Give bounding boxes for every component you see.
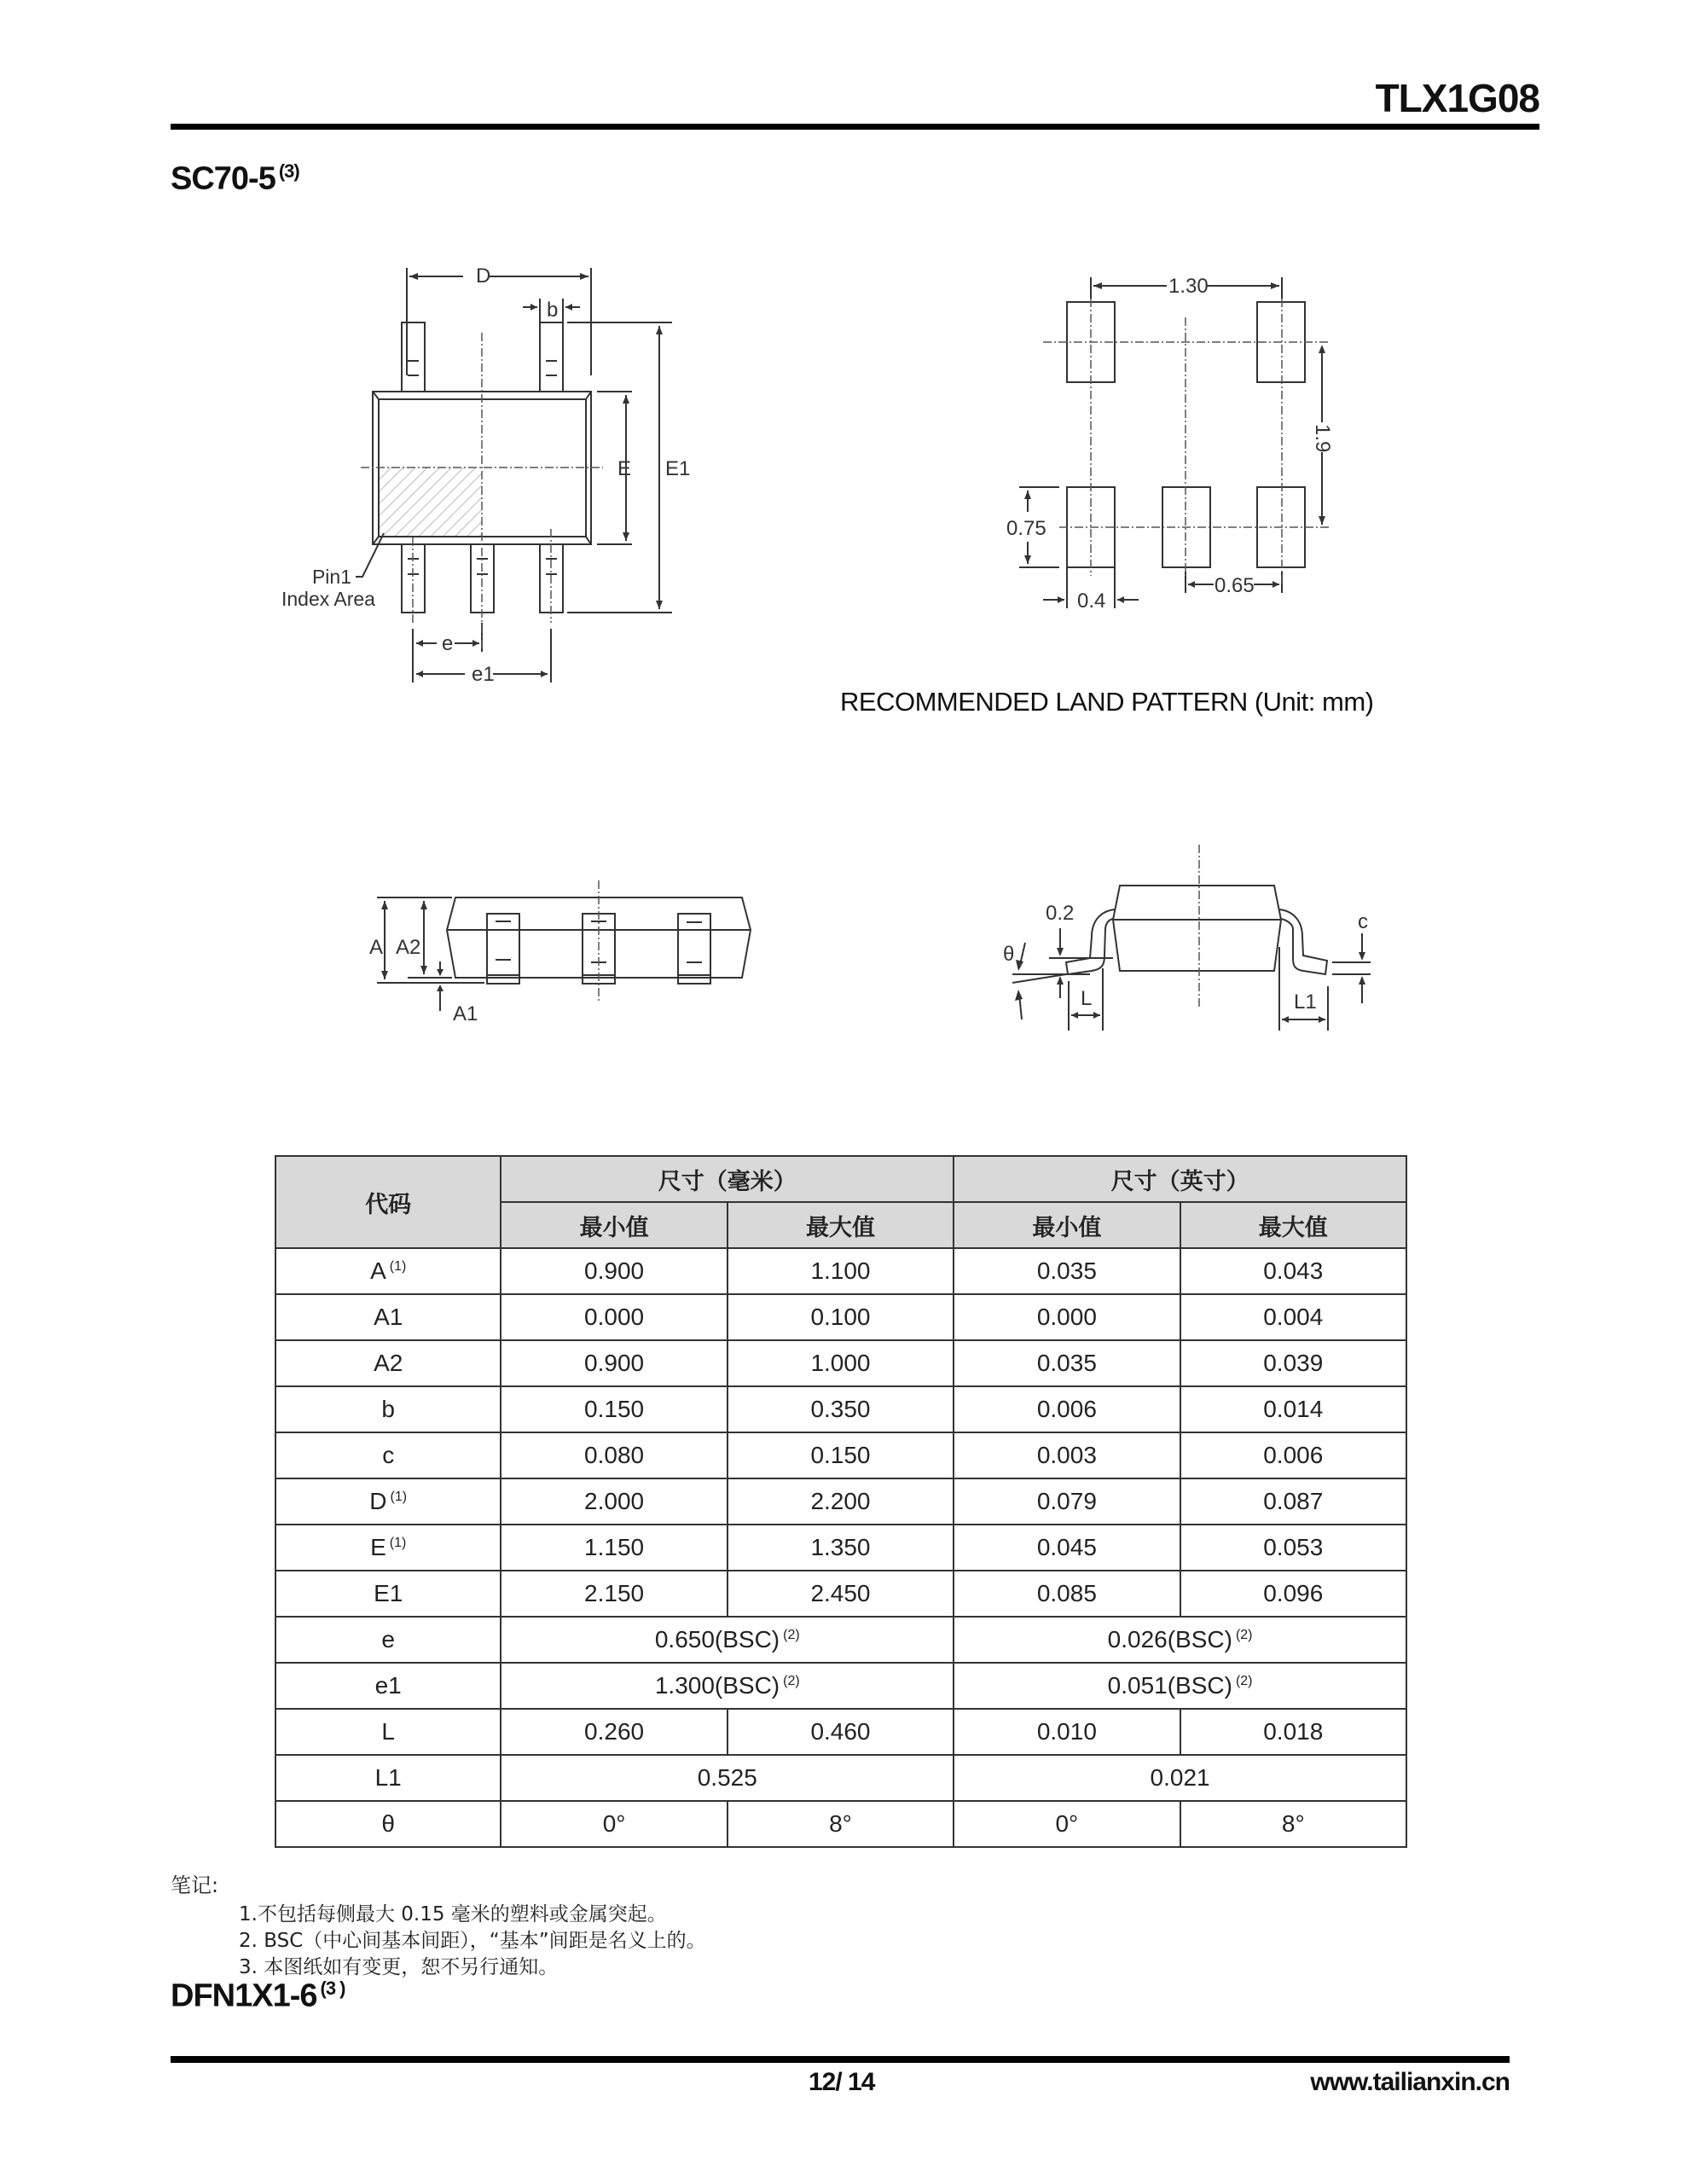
footnote: (1) xyxy=(390,1489,408,1504)
header-mm: 尺寸（毫米） xyxy=(501,1156,954,1202)
document-title: TLX1G08 xyxy=(1375,76,1539,120)
mm-value: 1.300(BSC) xyxy=(654,1672,780,1699)
in-max: 0.087 xyxy=(1180,1478,1406,1525)
mm-min: 0° xyxy=(501,1801,727,1847)
table-row xyxy=(275,1801,1406,1847)
row-code xyxy=(275,1525,501,1571)
land-dim-0-4: 0.4 xyxy=(1077,590,1106,613)
code-text: D xyxy=(369,1488,387,1514)
mm-min: 2.150 xyxy=(501,1571,727,1617)
code-text: E xyxy=(370,1534,386,1560)
dim-label-E: E xyxy=(617,457,632,480)
table-row xyxy=(275,1340,1406,1386)
mm-max: 0.350 xyxy=(728,1386,954,1432)
footnote: (1) xyxy=(389,1535,407,1550)
in-min: 0.006 xyxy=(954,1386,1180,1432)
dim-label-e1: e1 xyxy=(472,663,495,686)
dim-label-A1: A1 xyxy=(453,1002,478,1025)
mm-max: 8° xyxy=(728,1801,954,1847)
section-title-footnote: (3) xyxy=(278,160,299,182)
row-code: A1 xyxy=(275,1294,501,1340)
in-min: 0.010 xyxy=(954,1709,1180,1755)
land-dim-0-65: 0.65 xyxy=(1215,574,1255,597)
dim-label-c: c xyxy=(1358,910,1368,933)
in-min: 0.085 xyxy=(954,1571,1180,1617)
header-inch: 尺寸（英寸） xyxy=(954,1156,1406,1202)
land-pattern-drawing xyxy=(981,247,1407,623)
mm-min: 0.900 xyxy=(501,1248,727,1294)
in-min: 0.045 xyxy=(954,1525,1180,1571)
in-max: 0.039 xyxy=(1180,1340,1406,1386)
mm-span: 0.525 xyxy=(501,1755,954,1801)
mm-value: 0.650(BSC) xyxy=(654,1626,780,1653)
in-span: 0.021 xyxy=(954,1755,1406,1801)
table-row xyxy=(275,1755,1406,1801)
mm-min: 2.000 xyxy=(501,1478,727,1525)
dim-label-b: b xyxy=(547,299,559,322)
in-value: 0.026(BSC) xyxy=(1107,1626,1232,1653)
table-row xyxy=(275,1525,1406,1571)
in-value: 0.051(BSC) xyxy=(1107,1672,1232,1699)
mm-min: 0.260 xyxy=(501,1709,727,1755)
in-min: 0.079 xyxy=(954,1478,1180,1525)
table-row xyxy=(275,1709,1406,1755)
section-title-sc70-5 xyxy=(171,160,299,198)
row-code: e xyxy=(275,1617,501,1663)
side-view-drawing xyxy=(358,862,785,1041)
footnote: (1) xyxy=(389,1258,407,1274)
in-min: 0.000 xyxy=(954,1294,1180,1340)
table-row xyxy=(275,1294,1406,1340)
dimension-table xyxy=(275,1155,1407,1848)
row-code: A2 xyxy=(275,1340,501,1386)
footnote: (2) xyxy=(783,1673,800,1688)
notes-label: 笔记: xyxy=(171,1873,219,1897)
in-max: 0.096 xyxy=(1180,1571,1406,1617)
footnote: (2) xyxy=(783,1627,800,1642)
section-title-dfn1x1-6 xyxy=(171,1978,345,2015)
footnote: (2) xyxy=(1235,1673,1253,1688)
land-dim-0-75: 0.75 xyxy=(1006,517,1046,540)
mm-max: 2.450 xyxy=(728,1571,954,1617)
header-mm-min: 最小值 xyxy=(501,1202,727,1248)
row-code: e1 xyxy=(275,1663,501,1709)
in-max: 0.018 xyxy=(1180,1709,1406,1755)
row-code: b xyxy=(275,1386,501,1432)
website-link[interactable]: www.tailianxin.cn xyxy=(1310,2068,1510,2096)
lead-detail-drawing xyxy=(981,828,1390,1032)
row-code: L1 xyxy=(275,1755,501,1801)
note-3: 3. 本图纸如有变更，恕不另行通知。 xyxy=(239,1956,559,1978)
table-row xyxy=(275,1617,1406,1663)
in-min: 0° xyxy=(954,1801,1180,1847)
footnote: (2) xyxy=(1235,1627,1253,1642)
mm-min: 0.080 xyxy=(501,1432,727,1478)
mm-min: 0.150 xyxy=(501,1386,727,1432)
section-title-text: DFN1X1-6 xyxy=(171,1978,317,2014)
pin1-label: Pin1 xyxy=(311,566,351,588)
header-in-min: 最小值 xyxy=(954,1202,1180,1248)
dim-label-A: A xyxy=(369,936,384,959)
note-1: 1.不包括每侧最大 0.15 毫米的塑料或金属突起。 xyxy=(239,1903,667,1926)
row-code: L xyxy=(275,1709,501,1755)
mm-min: 0.000 xyxy=(501,1294,727,1340)
mm-min: 0.900 xyxy=(501,1340,727,1386)
in-max: 0.004 xyxy=(1180,1294,1406,1340)
in-min: 0.035 xyxy=(954,1248,1180,1294)
header-mm-max: 最大值 xyxy=(728,1202,954,1248)
dim-label-D: D xyxy=(476,264,491,288)
table-row xyxy=(275,1663,1406,1709)
section-title-footnote: (3 ) xyxy=(320,1978,345,1999)
header-rule xyxy=(171,124,1539,130)
mm-max: 0.150 xyxy=(728,1432,954,1478)
dim-label-L: L xyxy=(1081,987,1093,1010)
mm-max: 0.100 xyxy=(728,1294,954,1340)
page-number: 12/ 14 xyxy=(809,2068,875,2096)
table-row xyxy=(275,1478,1406,1525)
in-max: 0.006 xyxy=(1180,1432,1406,1478)
in-span xyxy=(954,1617,1406,1663)
mm-span xyxy=(501,1663,954,1709)
header-code: 代码 xyxy=(275,1156,501,1248)
land-dim-1-30: 1.30 xyxy=(1168,275,1209,298)
footer-rule xyxy=(171,2056,1510,2063)
section-title-text: SC70-5 xyxy=(171,160,275,197)
land-dim-1-9: 1.9 xyxy=(1311,424,1334,453)
mm-max: 0.460 xyxy=(728,1709,954,1755)
mm-max: 1.350 xyxy=(728,1525,954,1571)
table-row xyxy=(275,1571,1406,1617)
row-code: θ xyxy=(275,1801,501,1847)
top-view-drawing xyxy=(273,247,870,725)
table-row xyxy=(275,1248,1406,1294)
in-min: 0.035 xyxy=(954,1340,1180,1386)
lead-dim-0-2: 0.2 xyxy=(1046,902,1075,925)
pin1-index-area-label: Index Area xyxy=(281,588,375,610)
mm-max: 2.200 xyxy=(728,1478,954,1525)
table-row xyxy=(275,1432,1406,1478)
in-max: 0.043 xyxy=(1180,1248,1406,1294)
note-2: 2. BSC（中心间基本间距），“基本”间距是名义上的。 xyxy=(239,1930,706,1952)
mm-max: 1.000 xyxy=(728,1340,954,1386)
header-in-max: 最大值 xyxy=(1180,1202,1406,1248)
row-code xyxy=(275,1248,501,1294)
in-max: 0.014 xyxy=(1180,1386,1406,1432)
in-min: 0.003 xyxy=(954,1432,1180,1478)
dim-label-A2: A2 xyxy=(396,936,421,959)
table-row xyxy=(275,1386,1406,1432)
dim-label-L1: L1 xyxy=(1294,990,1317,1014)
mm-max: 1.100 xyxy=(728,1248,954,1294)
row-code: E1 xyxy=(275,1571,501,1617)
code-text: A xyxy=(370,1258,386,1284)
row-code xyxy=(275,1478,501,1525)
row-code: c xyxy=(275,1432,501,1478)
in-max: 8° xyxy=(1180,1801,1406,1847)
in-max: 0.053 xyxy=(1180,1525,1406,1571)
dim-label-E1: E1 xyxy=(665,457,691,480)
mm-span xyxy=(501,1617,954,1663)
land-pattern-caption: RECOMMENDED LAND PATTERN (Unit: mm) xyxy=(840,687,1374,717)
in-span xyxy=(954,1663,1406,1709)
dim-label-e: e xyxy=(442,632,454,655)
dim-label-theta: θ xyxy=(1003,943,1015,966)
mm-min: 1.150 xyxy=(501,1525,727,1571)
